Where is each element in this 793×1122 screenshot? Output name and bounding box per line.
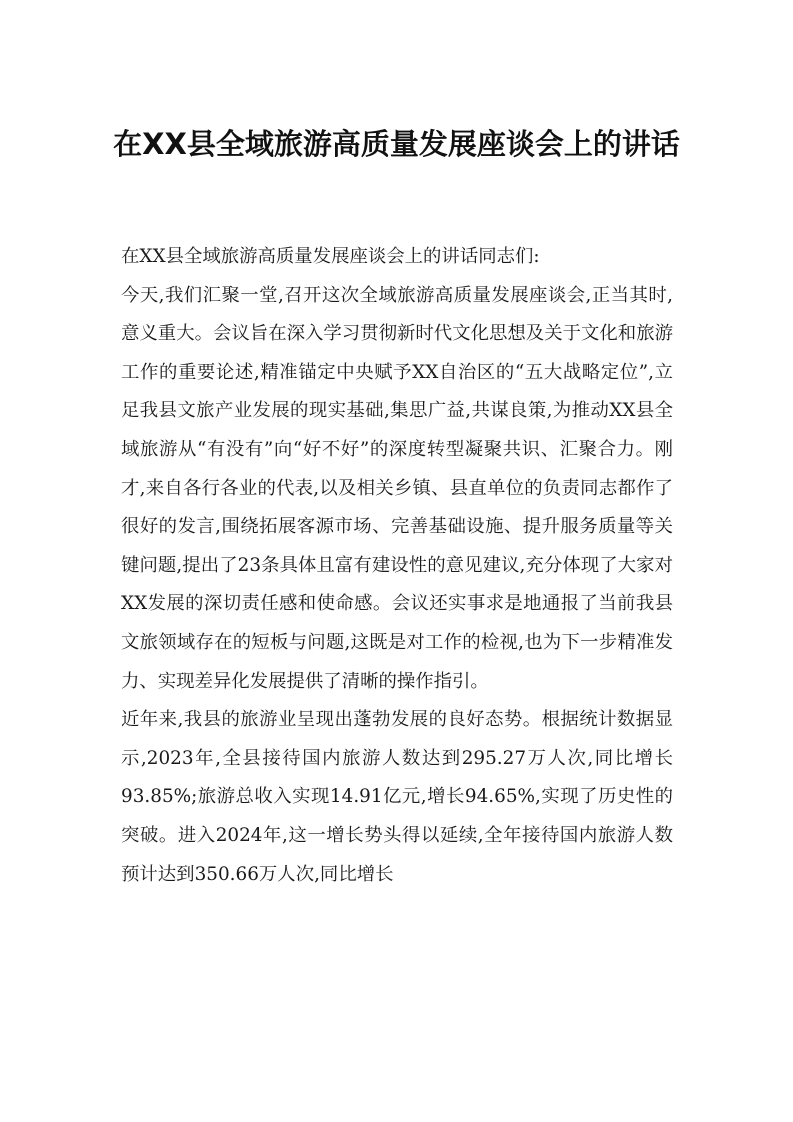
document-body [121,238,673,894]
document-title: 在XX县全域旅游高质量发展座谈会上的讲话 [113,127,680,161]
paragraph-opening: 今天,我们汇聚一堂,召开这次全域旅游高质量发展座谈会,正当其时,意义重大。会议旨在深入学习贯彻新时代文化思想及关于文化和旅游工作的重要论述,精准锚定中央赋予XX自治区的“五大战略定位”,立足我县文旅产业发展的现实基础,集思广益,共谋良策,为推动XX县全域旅游从“有没有”向“好不好”的深度转型凝聚共识、汇聚合力。刚才,来自各行各业的代表,以及相关乡镇、县直单位的负责同志都作了很好的发言,围绕拓展客源市场、完善基础设施、提升服务质量等关键问题,提出了23条具体且富有建设性的意见建议,充分体现了大家对XX发展的深切责任感和使命感。会议还实事求是地通报了当前我县文旅领域存在的短板与问题,这既是对工作的检视,也为下一步精准发力、实现差异化发展提供了清晰的操作指引。 [121,284,673,692]
paragraph-greeting: 在XX县全域旅游高质量发展座谈会上的讲话同志们: [121,246,540,267]
paragraph-statistics: 近年来,我县的旅游业呈现出蓬勃发展的良好态势。根据统计数据显示,2023年,全县接待国内旅游人数达到295.27万人次,同比增长93.85%;旅游总收入实现14.91亿元,增长94.65%,实现了历史性的突破。进入2024年,这一增长势头得以延续,全年接待国内旅游人数预计达到350.66万人次,同比增长 [121,709,673,885]
